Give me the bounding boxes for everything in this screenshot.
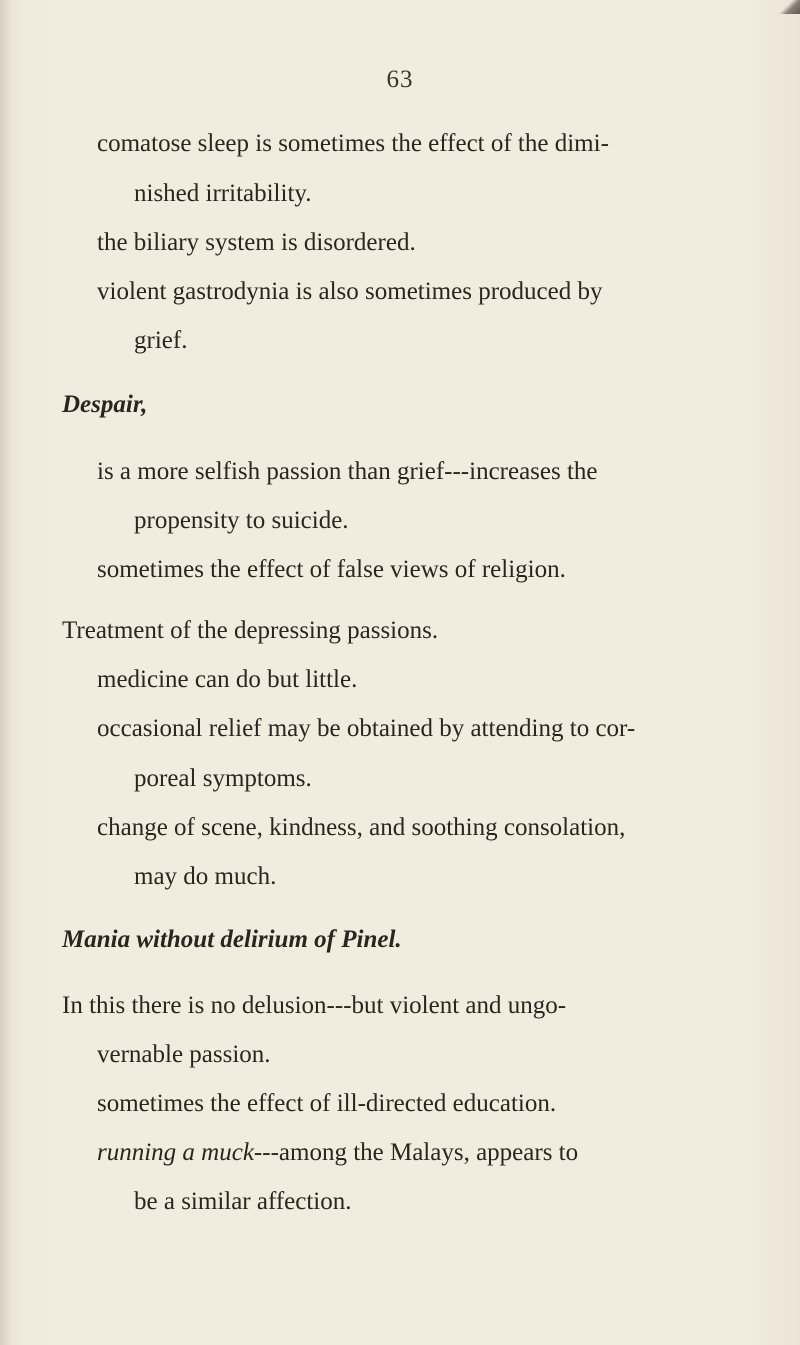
text-line: is a more selfish passion than grief---increases the xyxy=(97,458,598,485)
text-line: propensity to suicide. xyxy=(134,507,349,534)
text-line xyxy=(97,1138,578,1168)
section-heading-treatment: Treatment of the depressing passions. xyxy=(62,617,439,644)
page-number: 63 xyxy=(386,66,414,93)
text-line: may do much. xyxy=(134,863,277,890)
text-line: sometimes the effect of ill-directed education. xyxy=(97,1090,557,1117)
text-line: In this there is no delusion---but violent and ungo- xyxy=(62,992,567,1019)
text-line: violent gastrodynia is also sometimes produced by xyxy=(97,278,603,305)
section-heading-mania: Mania without delirium of Pinel. xyxy=(62,926,402,953)
section-heading-despair: Despair, xyxy=(62,391,148,418)
text-line: sometimes the effect of false views of religion. xyxy=(97,556,566,583)
text-line: grief. xyxy=(134,327,188,354)
page-edge-shadow xyxy=(0,0,10,1345)
text-line: poreal symptoms. xyxy=(134,765,312,792)
text-span: ---among the Malays, appears to xyxy=(253,1139,579,1166)
text-line: comatose sleep is sometimes the effect of the dimi- xyxy=(97,130,609,157)
text-line: medicine can do but little. xyxy=(97,666,358,693)
text-line: change of scene, kindness, and soothing consolation, xyxy=(97,814,626,841)
page-corner-mark xyxy=(778,0,800,14)
italic-phrase: running a muck xyxy=(97,1139,254,1166)
text-line: the biliary system is disordered. xyxy=(97,229,416,256)
text-line: be a similar affection. xyxy=(134,1188,352,1215)
text-line: vernable passion. xyxy=(97,1041,271,1068)
text-line: nished irritability. xyxy=(134,180,312,207)
text-line: occasional relief may be obtained by attending to cor- xyxy=(97,715,636,742)
